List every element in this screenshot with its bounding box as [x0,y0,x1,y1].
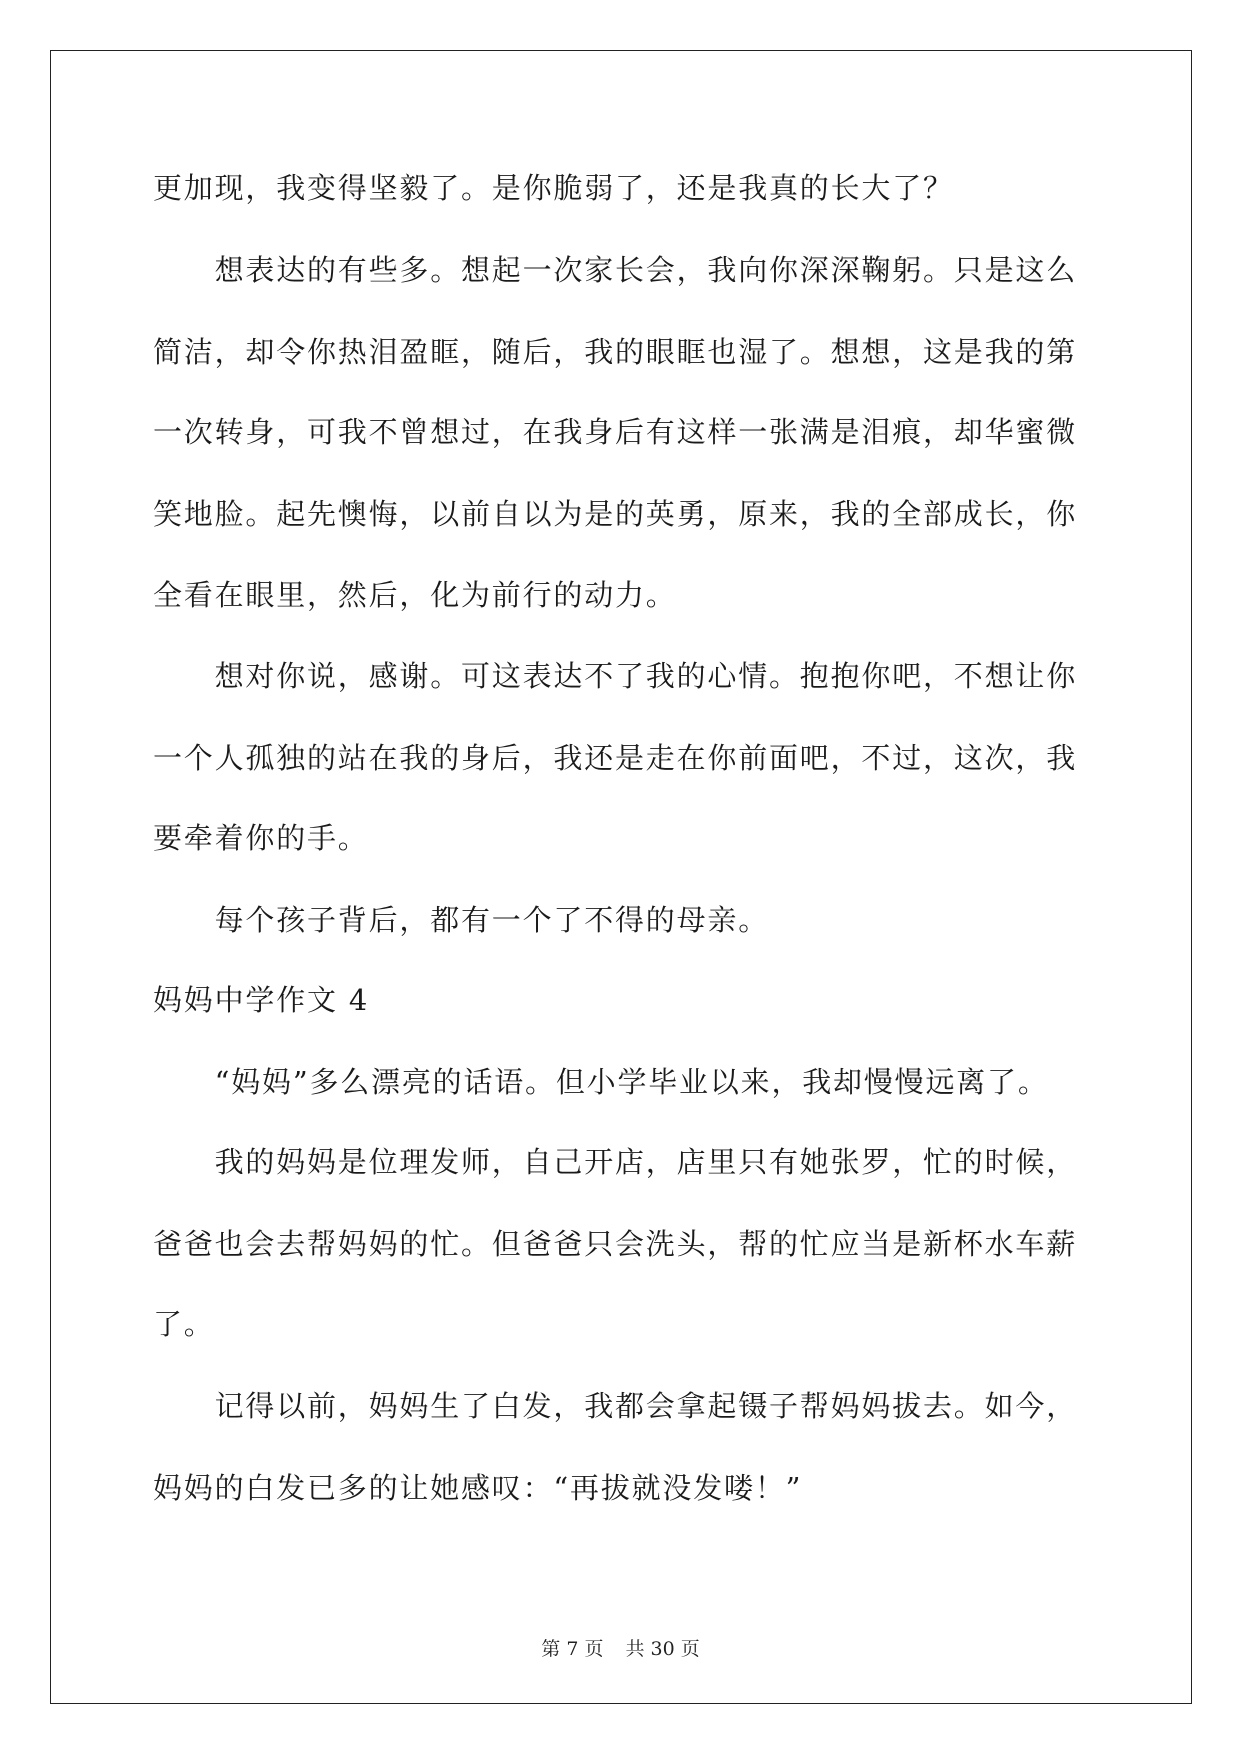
text-line-7: 想对你说，感谢。可这表达不了我的心情。抱抱你吧，不想让你 [153,659,1078,693]
text-line-8: 一个人孤独的站在我的身后，我还是走在你前面吧，不过，这次，我 [153,741,1078,775]
text-line-13: 爸爸也会去帮妈妈的忙。但爸爸只会洗头，帮的忙应当是新杯水车薪 [153,1227,1078,1261]
page-number-total: 共 30 页 [625,1638,700,1660]
text-line-1: 更加现，我变得坚毅了。是你脆弱了，还是我真的长大了？ [153,171,954,205]
page-number-current: 第 7 页 [541,1638,604,1660]
page-footer [0,1637,1241,1661]
text-line-9: 要牵着你的手。 [153,821,369,855]
text-line-16: 妈妈的白发已多的让她感叹：“再拔就没发喽！” [153,1471,803,1505]
text-line-12: 我的妈妈是位理发师，自己开店，店里只有她张罗，忙的时候， [153,1145,1078,1179]
text-line-11: “妈妈”多么漂亮的话语。但小学毕业以来，我却慢慢远离了。 [153,1065,1049,1099]
page-border [50,50,1192,1704]
section-heading: 妈妈中学作文 4 [153,983,370,1017]
text-line-6: 全看在眼里，然后，化为前行的动力。 [153,578,677,612]
text-line-10: 每个孩子背后，都有一个了不得的母亲。 [153,903,770,937]
text-line-3: 简洁，却令你热泪盈眶，随后，我的眼眶也湿了。想想，这是我的第 [153,335,1078,369]
text-line-4: 一次转身，可我不曾想过，在我身后有这样一张满是泪痕，却华蜜微 [153,415,1078,449]
text-line-5: 笑地脸。起先懊悔，以前自以为是的英勇，原来，我的全部成长，你 [153,497,1078,531]
text-line-14: 了。 [153,1307,215,1341]
text-line-2: 想表达的有些多。想起一次家长会，我向你深深鞠躬。只是这么 [153,253,1078,287]
text-line-15: 记得以前，妈妈生了白发，我都会拿起镊子帮妈妈拔去。如今， [153,1389,1078,1423]
